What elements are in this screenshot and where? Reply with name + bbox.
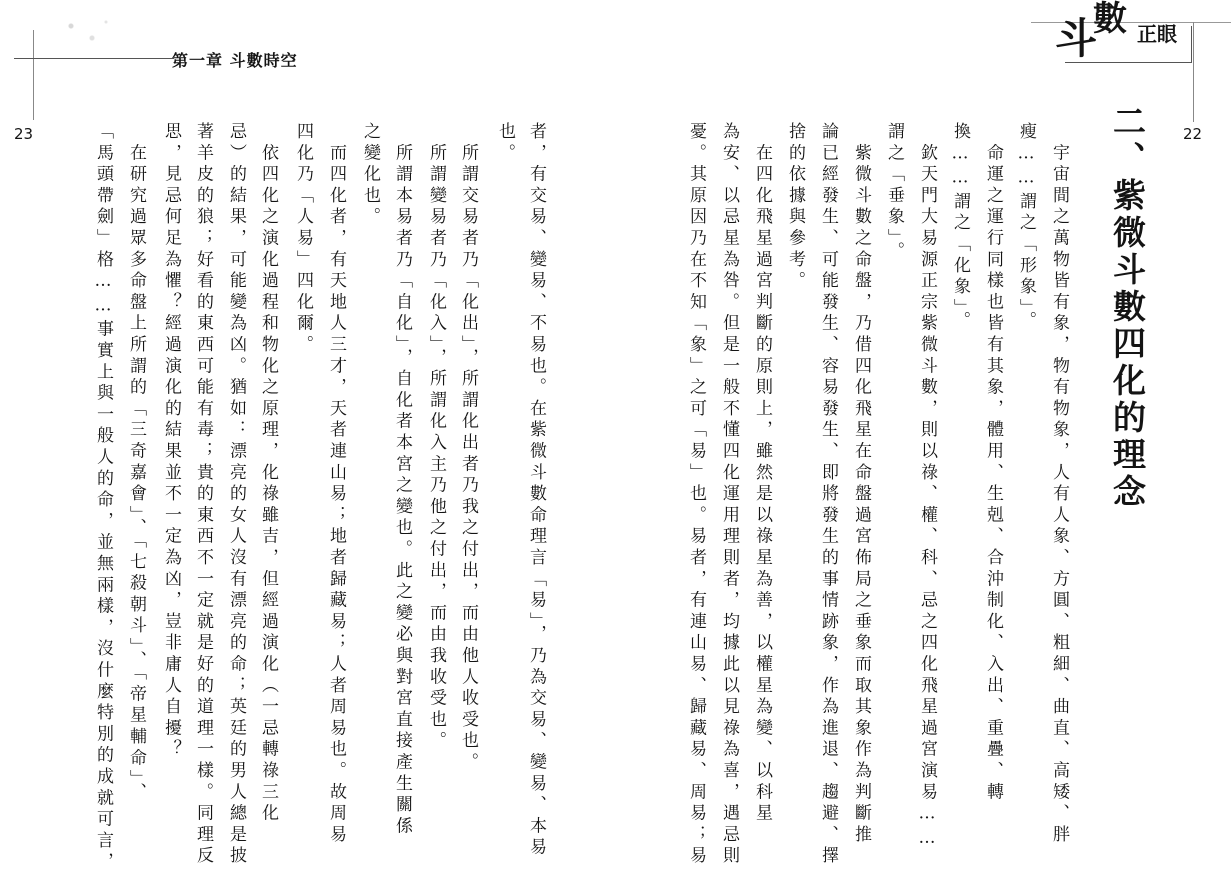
- scan-speckle: [50, 10, 120, 50]
- logo-dou: 斗: [1055, 14, 1098, 63]
- chapter-header: 第一章 斗數時空: [172, 51, 298, 70]
- text-column: 之變化也。: [360, 122, 380, 229]
- text-column: 瘦……謂之「形象」。: [1016, 122, 1036, 333]
- text-column: 命運之運行同樣也皆有其象，體用、生剋、合沖制化、入出、重疊、轉: [983, 122, 1003, 804]
- text-column: 依四化之演化過程和物化之原理，化祿雖吉，但經過演化（一忌轉祿三化: [258, 122, 278, 825]
- text-column: 者，有交易、變易、不易也。在紫微斗數命理言「易」，乃為交易、變易、本易: [526, 122, 546, 859]
- page-number: 23: [14, 125, 34, 143]
- text-column: 著羊皮的狼；好看的東西可能有毒；貴的東西不一定就是好的道理一樣。同理反: [193, 122, 213, 868]
- text-column: 在研究過眾多命盤上所謂的「三奇嘉會」、「七殺朝斗」、「帝星輔命」、: [126, 122, 146, 804]
- text-column: 欽天門大易源正宗紫微斗數，則以祿、權、科、忌之四化飛星過宮演易……: [917, 122, 937, 853]
- header-vertical-rule: [33, 30, 34, 120]
- book-logo: [1055, 0, 1205, 74]
- text-column: 憂。其原因乃在不知「象」之可「易」也。易者，有連山易、歸藏易、周易；易: [686, 122, 706, 868]
- text-column: 所謂交易者乃「化出」，所謂化出者乃我之付出，而由他人收受也。: [458, 122, 478, 774]
- text-column: 換……謂之「化象」。: [950, 122, 970, 333]
- page-number: 22: [1183, 125, 1203, 143]
- right-page: [615, 0, 1231, 871]
- text-column: 也。: [495, 122, 515, 165]
- text-column: 為安、以忌星為咎。但是一般不懂四化運用理則者，均據此以見祿為喜，遇忌則: [719, 122, 739, 868]
- section-title: 二、紫微斗數四化的理念: [1108, 104, 1147, 511]
- text-column: 而四化者，有天地人三才，天者連山易；地者歸藏易；人者周易也。故周易: [326, 122, 346, 847]
- header-vertical-rule: [1193, 22, 1194, 122]
- text-column: 在四化飛星過宮判斷的原則上，雖然是以祿星為善，以權星為變、以科星: [752, 122, 772, 825]
- text-column: 所謂本易者乃「自化」，自化者本宮之變也。此之變必與對宮直接產生關係: [392, 122, 412, 838]
- left-page: [0, 0, 615, 874]
- header-rule: [14, 58, 174, 59]
- text-column: 所謂變易者乃「化入」，所謂化入主乃他之付出，而由我收受也。: [426, 122, 446, 753]
- text-column: 四化乃「人易」四化爾。: [293, 122, 313, 357]
- text-column: 論已經發生、可能發生、容易發生、即將發生的事情跡象，作為進退、趨避、擇: [818, 122, 838, 868]
- logo-zheng: 正眼: [1137, 22, 1177, 46]
- text-column: 紫微斗數之命盤，乃借四化飛星在命盤過宮佈局之垂象而取其象作為判斷推: [851, 122, 871, 847]
- text-column: 謂之「垂象」。: [884, 122, 904, 263]
- logo-shu: 數: [1093, 0, 1127, 39]
- text-column: 捨的依據與參考。: [785, 122, 805, 293]
- text-column: 思，見忌何足為懼？經過演化的結果並不一定為凶，豈非庸人自擾？: [161, 122, 181, 761]
- text-column: 忌）的結果，可能變為凶。猶如：漂亮的女人沒有漂亮的命；英廷的男人總是披: [226, 122, 246, 868]
- text-column: 宇宙間之萬物皆有象，物有物象，人有人象、方圓、粗細、曲直、高矮、胖: [1049, 122, 1069, 847]
- text-column: 「馬頭帶劍」格……事實上與一般人的命，並無兩樣，沒什麼特別的成就可言，: [93, 122, 113, 874]
